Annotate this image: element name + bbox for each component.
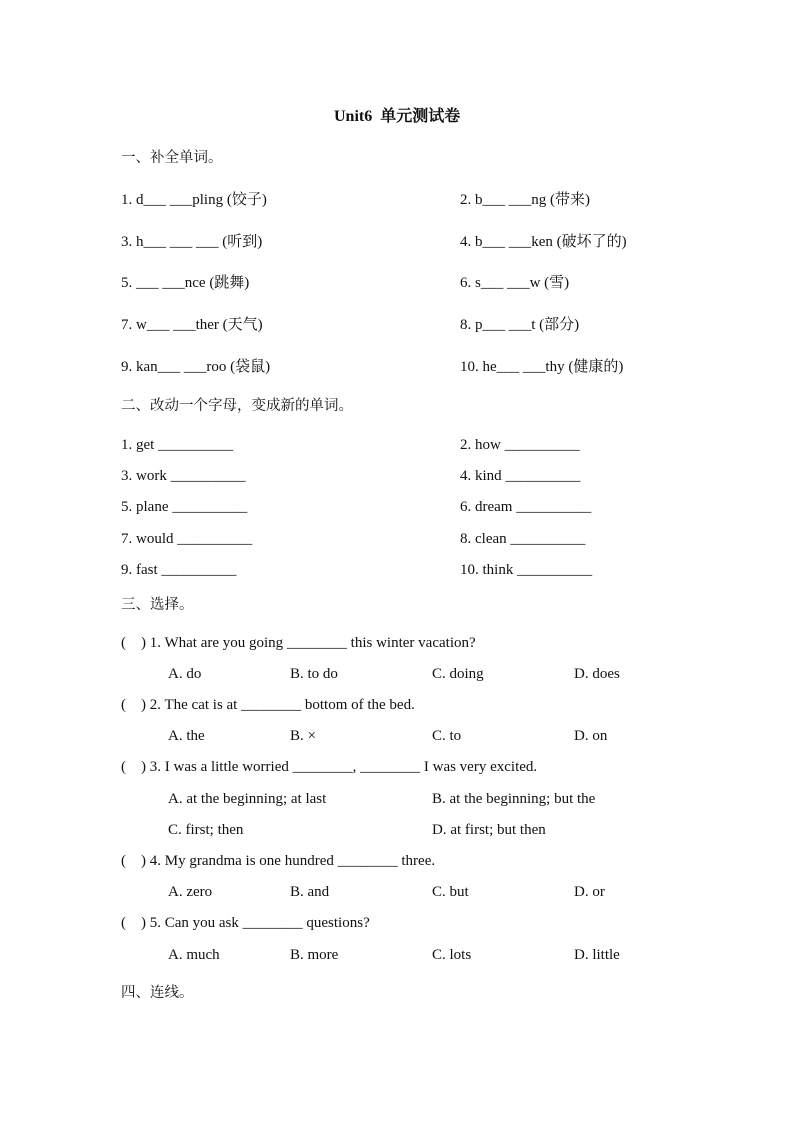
section1-heading: 一、补全单词。 <box>121 150 223 166</box>
question: ( ) 2. The cat is at ________ bottom of the bed. <box>121 697 415 713</box>
option: D. does <box>574 666 620 682</box>
option: C. first; then <box>168 822 244 838</box>
option: A. zero <box>168 884 213 900</box>
question: ( ) 3. I was a little worried ________, ________ I was very excited. <box>121 759 538 775</box>
change-item: 1. get __________ <box>121 437 234 453</box>
fill-item: 8. p___ ___t (部分) <box>460 317 580 333</box>
option: D. on <box>574 728 608 744</box>
option: C. doing <box>432 666 484 682</box>
option: A. at the beginning; at last <box>168 791 327 807</box>
fill-item: 7. w___ ___ther (天气) <box>121 317 263 333</box>
fill-item: 2. b___ ___ng (带来) <box>460 192 590 208</box>
page-title: Unit6 单元测试卷 <box>334 108 461 125</box>
option: C. lots <box>432 947 472 963</box>
option: B. and <box>290 884 330 900</box>
section3-heading: 三、选择。 <box>121 597 194 613</box>
option: C. to <box>432 728 462 744</box>
change-item: 9. fast __________ <box>121 562 237 578</box>
section2-heading: 二、改动一个字母，变成新的单词。 <box>121 398 353 414</box>
option: B. more <box>290 947 339 963</box>
change-item: 6. dream __________ <box>460 499 592 515</box>
change-item: 2. how __________ <box>460 437 580 453</box>
change-item: 5. plane __________ <box>121 499 248 515</box>
option: A. do <box>168 666 202 682</box>
option: A. the <box>168 728 205 744</box>
change-item: 8. clean __________ <box>460 531 586 547</box>
option: B. × <box>290 728 316 744</box>
fill-item: 3. h___ ___ ___ (听到) <box>121 234 263 250</box>
question: ( ) 1. What are you going ________ this winter vacation? <box>121 635 476 651</box>
option: D. or <box>574 884 605 900</box>
option: A. much <box>168 947 220 963</box>
option: B. to do <box>290 666 338 682</box>
fill-item: 6. s___ ___w (雪) <box>460 275 570 291</box>
question: ( ) 5. Can you ask ________ questions? <box>121 915 370 931</box>
fill-item: 10. he___ ___thy (健康的) <box>460 359 624 375</box>
fill-item: 9. kan___ ___roo (袋鼠) <box>121 359 271 375</box>
change-item: 10. think __________ <box>460 562 593 578</box>
fill-item: 1. d___ ___pling (饺子) <box>121 192 267 208</box>
change-item: 3. work __________ <box>121 468 246 484</box>
change-item: 7. would __________ <box>121 531 253 547</box>
fill-item: 4. b___ ___ken (破坏了的) <box>460 234 627 250</box>
option: D. at first; but then <box>432 822 546 838</box>
option: D. little <box>574 947 620 963</box>
option: C. but <box>432 884 469 900</box>
fill-item: 5. ___ ___nce (跳舞) <box>121 275 250 291</box>
section4-heading: 四、连线。 <box>121 985 194 1001</box>
question: ( ) 4. My grandma is one hundred ________ three. <box>121 853 436 869</box>
option: B. at the beginning; but the <box>432 791 596 807</box>
change-item: 4. kind __________ <box>460 468 581 484</box>
